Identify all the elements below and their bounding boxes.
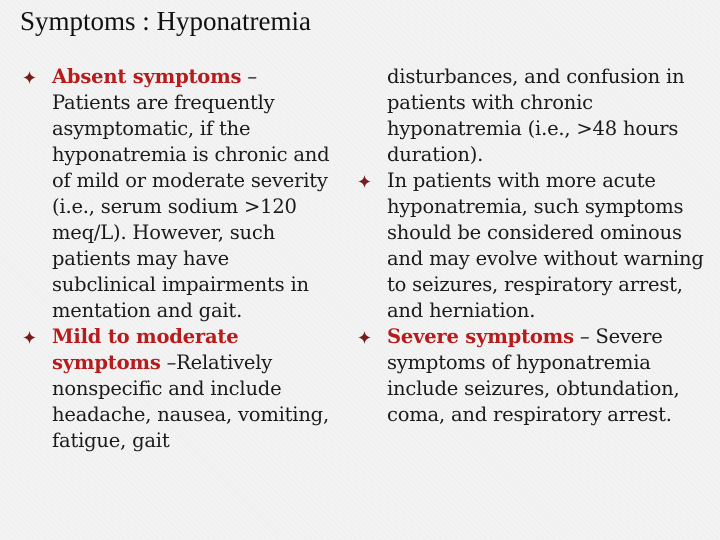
diamond-bullet-icon [357,325,371,349]
left-column [52,64,332,454]
acute-hyponatremia-text: In patients with more acute hyponatremia, such symptoms should be considered ominous and may evolve without warning to seizures, respiratory arrest, and herniation. [387,169,704,322]
bullet-acute-hyponatremia [387,168,707,324]
absent-symptoms-heading: Absent symptoms [52,65,242,88]
absent-symptoms-text: – Patients are frequently asymptomatic, if the hyponatremia is chronic and of mild or moderate severity (i.e., serum sodium >120 meq/L). However, such patients may have subclinical impairments in mentation and gait. [52,65,330,322]
bullet-absent-symptoms [52,64,332,324]
severe-symptoms-text: – Severe symptoms of hyponatremia include seizures, obtundation, coma, and respiratory arrest. [387,325,680,426]
slide-title: Symptoms : Hyponatremia [20,6,311,36]
diamond-bullet-icon [357,169,371,193]
diamond-bullet-icon [22,65,36,89]
right-column [387,64,707,428]
bullet-mild-moderate-symptoms [52,324,332,454]
continued-text: disturbances, and confusion in patients with chronic hyponatremia (i.e., >48 hours duration). [387,65,685,166]
bullet-severe-symptoms [387,324,707,428]
mild-moderate-text: –Relatively nonspecific and include headache, nausea, vomiting, fatigue, gait [52,351,329,452]
severe-symptoms-heading: Severe symptoms [387,325,574,348]
mild-moderate-heading: Mild to moderate symptoms [52,325,239,374]
diamond-bullet-icon [22,325,36,349]
